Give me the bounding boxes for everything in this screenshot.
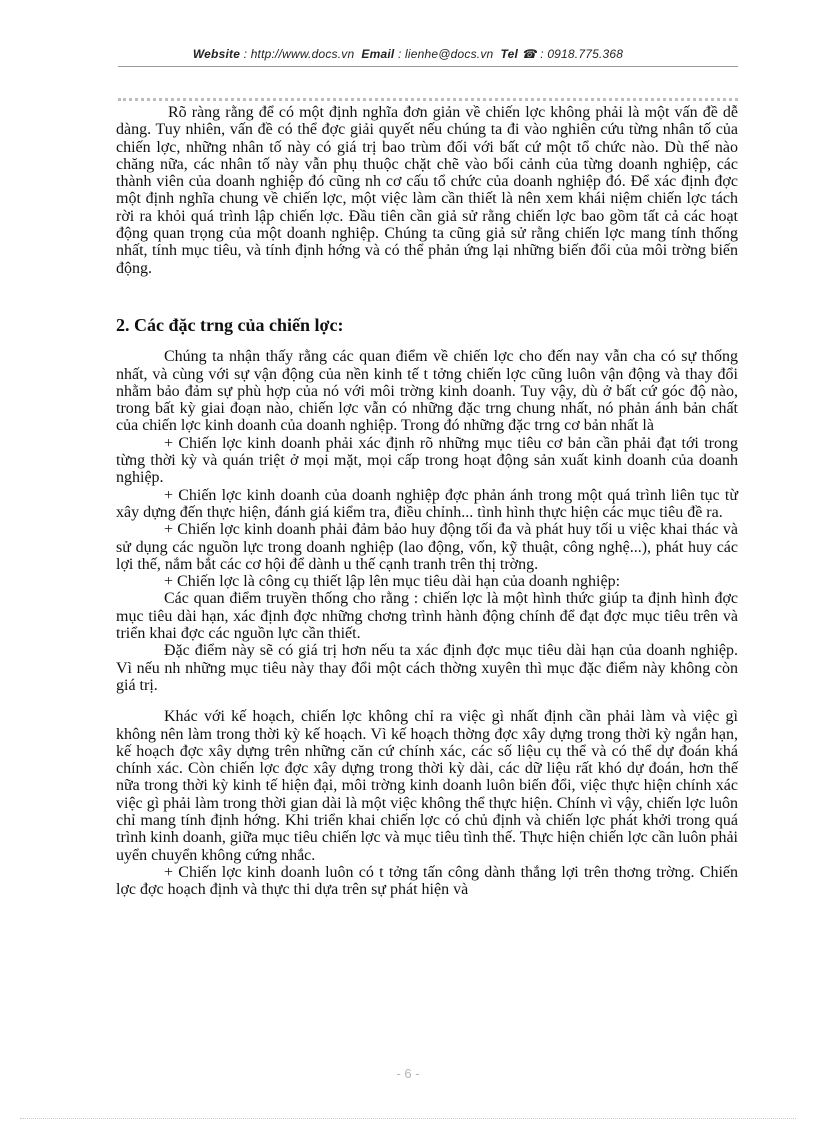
email-label: Email	[361, 47, 395, 61]
paragraph: Khác với kế hoạch, chiến lợc không chỉ ra việc gì nhất định cần phải làm và việc gì không nên làm trong thời kỳ kế hoạch. Vì kế hoạch thờng đợc xây dựng trong thời kỳ ngắn hạn, kế hoạch đợc xây dựng trên những căn cứ chính xác, các số liệu cụ thể và có thể dự đoán khá chính xác. Còn chiến lợc đợc xây dựng trong thời kỳ dài, các dữ liệu rất khó dự đoán, hơn thế nữa trong thời kỳ kinh tế hiện đại, môi trờng kinh doanh luôn biến đổi, việc thực hiện chính xác việc gì phải làm trong thời gian dài là một việc không thể thực hiện. Chính vì vậy, chiến lợc luôn chỉ mang tính định hớng. Khi triển khai chiến lợc có chủ định và chiến lợc phát khởi trong quá trình kinh doanh, giữa mục tiêu chiến lợc và mục tiêu tình thế. Thực hiện chiến lợc cần luôn phải uyển chuyển không cứng nhắc.	[116, 708, 738, 864]
bullet-paragraph: + Chiến lợc kinh doanh luôn có t tởng tấn công dành thắng lợi trên thơng trờng. Chiến lợc đợc hoạch định và thực thi dựa trên sự phát hiện và	[116, 863, 738, 899]
footer-rule	[20, 1118, 796, 1119]
email-value: lienhe@docs.vn	[405, 47, 494, 61]
paragraph: Đặc điểm này sẽ có giá trị hơn nếu ta xác định đợc mục tiêu dài hạn của doanh nghiệp. Vì nếu nh những mục tiêu này thay đổi một cách thờng xuyên thì mục đặc điểm này không còn giá trị.	[116, 642, 738, 694]
header-rule	[118, 66, 738, 67]
intro-paragraph: Rõ ràng rằng để có một định nghĩa đơn giản về chiến lợc không phải là một vấn đề dễ dàng. Tuy nhiên, vấn đề có thể đợc giải quyết nếu chúng ta đi vào nghiên cứu từng nhân tố của chiến lợc, những nhân tố này có giá trị bao trùm đối với bất cứ một tổ chức nào. Dù thế nào chăng nữa, các nhân tố này vẫn phụ thuộc chặt chẽ vào bối cảnh của từng doanh nghiệp, các thành viên của doanh nghiệp đó cũng nh cơ cấu tổ chức của doanh nghiệp đó. Để xác định đợc một định nghĩa chung về chiến lợc, một việc làm cần thiết là nên xem khái niệm chiến lợc tách rời ra khỏi quá trình lập chiến lợc. Đầu tiên cần giả sử rằng chiến lợc bao gồm tất cả các hoạt động quan trọng của một doanh nghiệp. Chúng ta cũng giả sử rằng chiến lợc mang tính thống nhất, tính mục tiêu, và tính định hớng và có thể phản ứng lại những biến đổi của môi trờng biến động.	[116, 104, 738, 277]
tel-label: Tel	[500, 47, 518, 61]
section-heading: 2. Các đặc trng của chiến lợc:	[116, 314, 344, 335]
phone-icon: ☎	[521, 47, 537, 61]
header-dotted-rule	[118, 98, 738, 101]
website-label: Website	[192, 47, 241, 61]
bullet-paragraph: + Chiến lợc kinh doanh phải đảm bảo huy động tối đa và phát huy tối u việc khai thác và sử dụng các nguồn lực trong doanh nghiệp (lao động, vốn, kỹ thuật, công nghệ...), phát huy các lợi thế, nắm bắt các cơ hội để dành u thế cạnh tranh trên thị trờng.	[116, 521, 738, 573]
website-value: http://www.docs.vn	[250, 47, 355, 61]
tel-value: 0918.775.368	[547, 47, 624, 61]
page-number: - 6 -	[396, 1066, 420, 1081]
paragraph: Các quan điểm truyền thống cho rằng : chiến lợc là một hình thức giúp ta định hình đợc mục tiêu dài hạn, xác định đợc những chơng trình hành động chính để đạt đợc mục tiêu trên và triển khai đợc các nguồn lực cần thiết.	[116, 590, 738, 643]
bullet-paragraph: + Chiến lợc là công cụ thiết lập lên mục tiêu dài hạn của doanh nghiệp:	[164, 573, 621, 591]
bullet-paragraph: + Chiến lợc kinh doanh phải xác định rõ những mục tiêu cơ bản cần phải đạt tới trong từng thời kỳ và quán triệt ở mọi mặt, mọi cấp trong hoạt động sản xuất kinh doanh của doanh nghiệp.	[116, 434, 738, 487]
document-body	[116, 104, 738, 898]
bullet-paragraph: + Chiến lợc kinh doanh của doanh nghiệp đợc phản ánh trong một quá trình liên tục từ xây dựng đến thực hiện, đánh giá kiểm tra, điều chỉnh... tình hình thực hiện các mục tiêu đề ra.	[116, 486, 738, 521]
page-header: Website : http://www.docs.vn Email : lienhe@docs.vn Tel ☎ : 0918.775.368	[192, 47, 624, 61]
paragraph: Chúng ta nhận thấy rằng các quan điểm về chiến lợc cho đến nay vẫn cha có sự thống nhất, và cùng với sự vận động của nền kinh tế t tởng chiến lợc cũng luôn vận động và thay đổi nhằm bảo đảm sự phù hợp của nó với môi trờng kinh doanh. Tuy vậy, dù ở bất cứ góc độ nào, trong bất kỳ giai đoạn nào, chiến lợc vẫn có những đặc trng chung nhất, nó phản ánh bản chất của chiến lợc kinh doanh của doanh nghiệp. Trong đó những đặc trng cơ bản nhất là	[116, 348, 738, 435]
